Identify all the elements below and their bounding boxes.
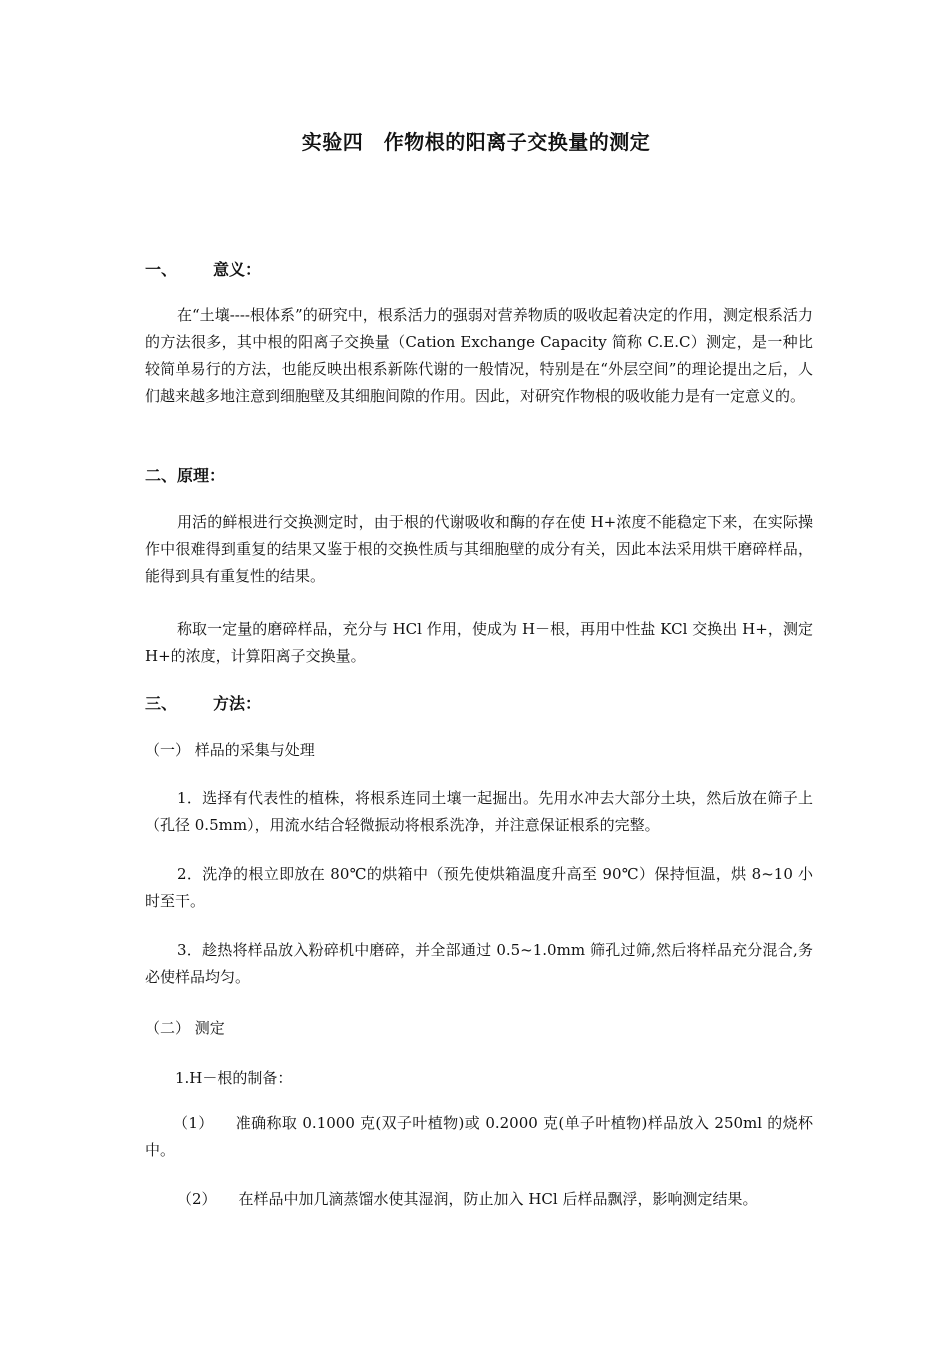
section-2-paragraph-2: 称取一定量的磨碎样品，充分与 HCl 作用，使成为 H－根，再用中性盐 KCl 交换出 H+，测定 H+的浓度，计算阳离子交换量。 (145, 620, 813, 665)
section-2-paragraph-1: 用活的鲜根进行交换测定时，由于根的代谢吸收和酶的存在使 H+浓度不能稳定下来，在实际操作中很难得到重复的结果又鉴于根的交换性质与其细胞壁的成分有关，因此本法采用烘干磨碎样品，能得到具有重复性的结果。 (145, 513, 813, 585)
step-1-text: 准确称取 0.1000 克(双子叶植物)或 0.2000 克(单子叶植物)样品放入 250ml 的烧杯中。 (145, 1114, 813, 1159)
step-2 (145, 1186, 813, 1213)
subsection-1-heading: （一） 样品的采集与处理 (145, 741, 315, 759)
section-1-heading (145, 257, 813, 280)
step-2-text: 在样品中加几滴蒸馏水使其湿润，防止加入 HCl 后样品飘浮，影响测定结果。 (238, 1190, 758, 1208)
section-1-number: 一、 (145, 260, 178, 279)
h-root-preparation-heading: 1.H－根的制备： (175, 1069, 293, 1087)
step-2-number: （2） (177, 1190, 217, 1208)
section-1-label: 意义： (213, 260, 262, 279)
method-item-1: 1．选择有代表性的植株，将根系连同土壤一起掘出。先用水冲去大部分土块，然后放在筛子上（孔径 0.5mm），用流水结合轻微振动将根系洗净，并注意保证根系的完整。 (145, 789, 813, 834)
section-2-heading: 二、原理： (145, 466, 226, 485)
section-1-paragraph: 在“土壤----根体系”的研究中，根系活力的强弱对营养物质的吸收起着决定的作用，测定根系活力的方法很多，其中根的阳离子交换量（Cation Exchange Capacity 简称 C.E.C）测定，是一种比较简单易行的方法，也能反映出根系新陈代谢的一般情况，特别是在“外层空间”的理论提出之后，人们越来越多地注意到细胞壁及其细胞间隙的作用。因此，对研究作物根的吸收能力是有一定意义的。 (145, 306, 813, 405)
step-1 (145, 1110, 813, 1164)
document-title: 实验四 作物根的阳离子交换量的测定 (301, 130, 651, 154)
section-3-number: 三、 (145, 694, 178, 713)
step-1-number: （1） (173, 1114, 214, 1132)
subsection-2-heading: （二） 测定 (145, 1019, 225, 1037)
method-item-2: 2．洗净的根立即放在 80℃的烘箱中（预先使烘箱温度升高至 90℃）保持恒温，烘 8~10 小时至干。 (145, 865, 813, 910)
method-item-3: 3．趁热将样品放入粉碎机中磨碎，并全部通过 0.5~1.0mm 筛孔过筛,然后将样品充分混合,务必使样品均匀。 (145, 941, 813, 986)
section-3-label: 方法： (213, 694, 262, 713)
section-3-heading (145, 691, 813, 714)
